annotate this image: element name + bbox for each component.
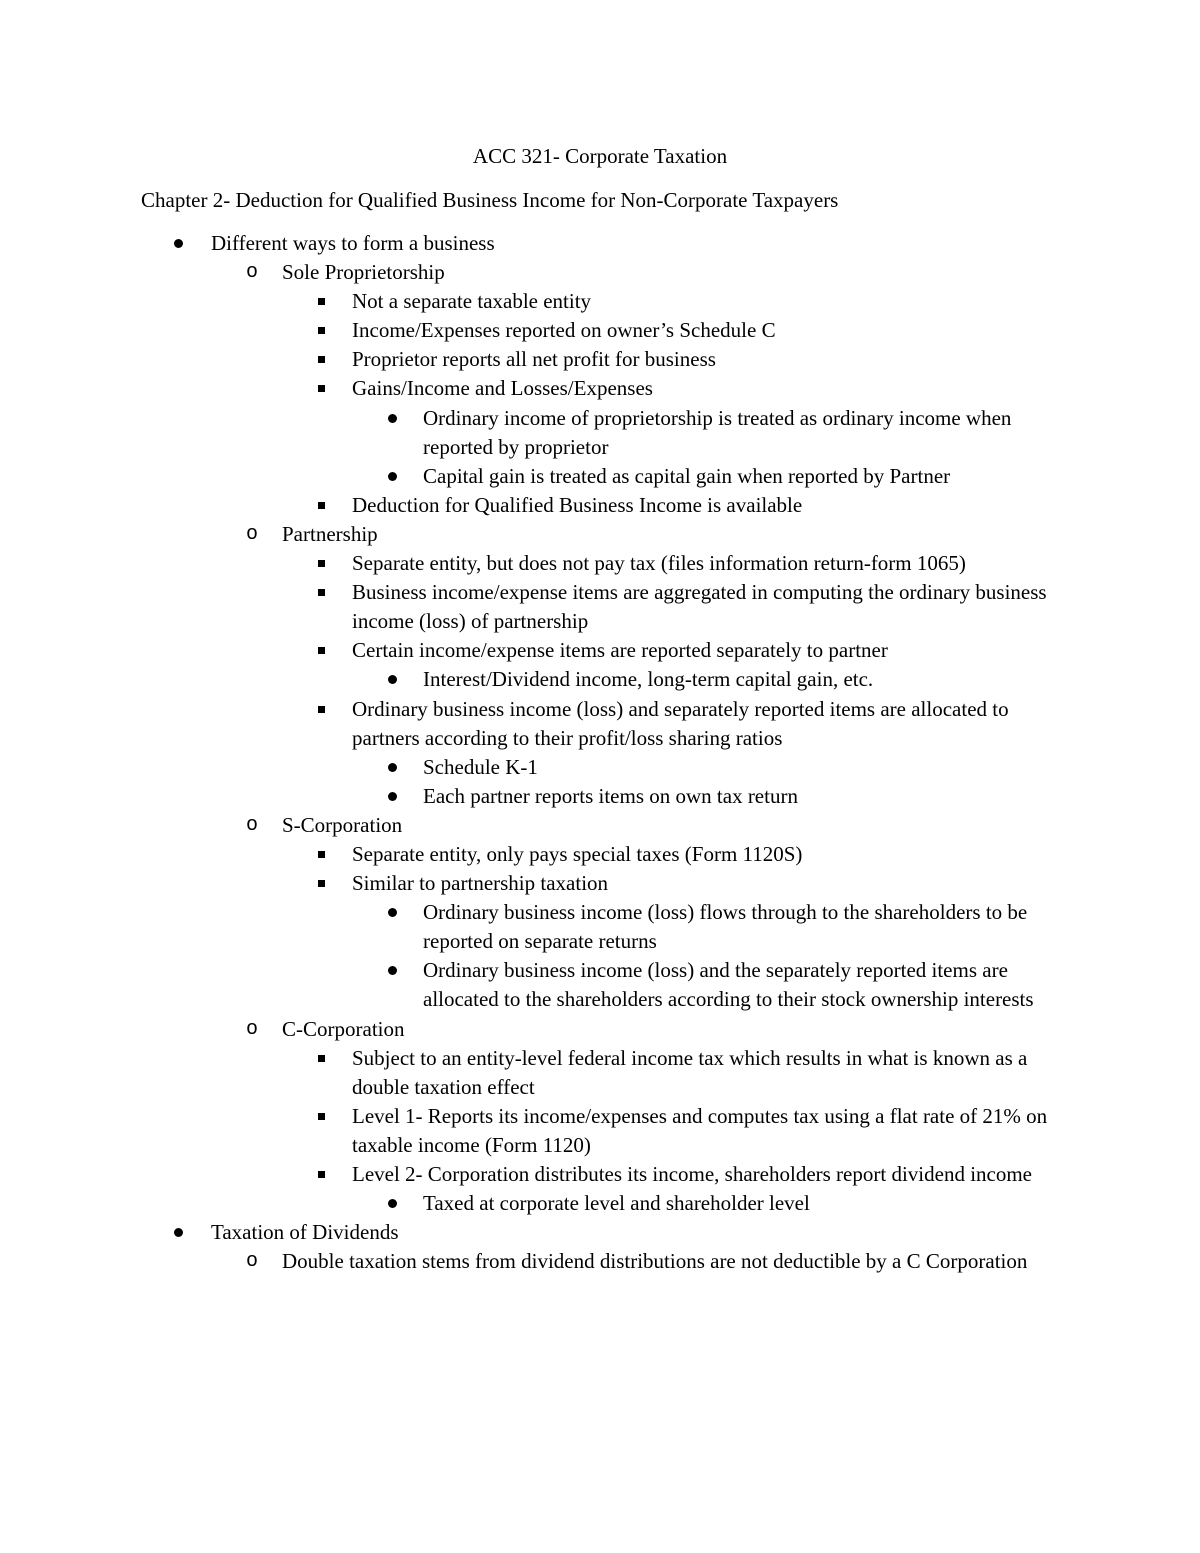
circle-o-icon: o	[246, 1250, 259, 1274]
list-item-text: Business income/expense items are aggregated in computing the ordinary business income (loss) of partnership	[352, 580, 1047, 634]
list-item-text: Gains/Income and Losses/Expenses	[352, 376, 653, 401]
list-item	[0, 1189, 1200, 1218]
circle-o-icon: o	[246, 1017, 259, 1041]
list-item-text: Taxation of Dividends	[211, 1220, 399, 1245]
list-item	[0, 811, 1200, 840]
list-item-text: Level 2- Corporation distributes its income, shareholders report dividend income	[352, 1162, 1032, 1186]
outline-list	[0, 229, 1200, 1276]
list-item-text: Sole Proprietorship	[282, 260, 445, 285]
list-item-text: Proprietor reports all net profit for business	[352, 347, 716, 372]
list-item-text: Separate entity, only pays special taxes (Form 1120S)	[352, 841, 803, 866]
list-item	[0, 316, 1200, 345]
list-item	[0, 287, 1200, 316]
list-item	[0, 840, 1200, 869]
list-item-text: Different ways to form a business	[211, 231, 495, 255]
list-item	[0, 898, 1200, 956]
list-item	[0, 345, 1200, 374]
list-item-text: Similar to partnership taxation	[352, 871, 609, 896]
list-item-text: Separate entity, but does not pay tax (files information return-form 1065)	[352, 551, 966, 576]
list-item-text: Taxed at corporate level and shareholder level	[423, 1191, 810, 1216]
document-title: ACC 321- Corporate Taxation	[472, 144, 728, 168]
list-item-text: Ordinary business income (loss) and separately reported items are allocated to partners according to their profit/loss sharing ratios	[352, 696, 1009, 750]
list-item	[0, 258, 1200, 287]
list-item	[0, 782, 1200, 811]
list-item	[0, 462, 1200, 491]
list-item	[0, 1160, 1200, 1189]
list-item	[0, 1015, 1200, 1044]
list-item-text: Income/Expenses reported on owner’s Schedule C	[352, 318, 776, 343]
list-item	[0, 1044, 1200, 1102]
list-item	[0, 520, 1200, 549]
list-item-text: Level 1- Reports its income/expenses and computes tax using a flat rate of 21% on taxable income (Form 1120)	[352, 1103, 1048, 1157]
circle-o-icon: o	[246, 813, 259, 837]
list-item	[0, 636, 1200, 665]
list-item-text: Partnership	[282, 521, 378, 546]
list-item-text: Each partner reports items on own tax return	[423, 783, 798, 808]
list-item	[0, 956, 1200, 1014]
list-item	[0, 491, 1200, 520]
list-item-text: Double taxation stems from dividend distributions are not deductible by a C Corporation	[282, 1249, 1028, 1274]
list-item	[0, 1247, 1200, 1276]
list-item-text: Not a separate taxable entity	[352, 289, 592, 314]
list-item-text: Capital gain is treated as capital gain when reported by Partner	[423, 463, 951, 488]
list-item-text: S-Corporation	[282, 812, 403, 837]
list-item	[0, 549, 1200, 578]
list-item	[0, 578, 1200, 636]
list-item	[0, 1102, 1200, 1160]
list-item	[0, 1218, 1200, 1247]
list-item-text: Subject to an entity-level federal income tax which results in what is known as a double taxation effect	[352, 1045, 1028, 1099]
list-item-text: Ordinary business income (loss) flows through to the shareholders to be reported on separate returns	[423, 900, 1028, 954]
list-item-text: C-Corporation	[282, 1016, 405, 1041]
list-item-text: Schedule K-1	[423, 754, 538, 779]
list-item	[0, 695, 1200, 753]
list-item	[0, 374, 1200, 403]
chapter-heading: Chapter 2- Deduction for Qualified Business Income for Non-Corporate Taxpayers	[141, 188, 839, 212]
list-item-text: Interest/Dividend income, long-term capital gain, etc.	[423, 667, 874, 692]
list-item	[0, 404, 1200, 462]
list-item	[0, 869, 1200, 898]
list-item	[0, 665, 1200, 694]
list-item-text: Certain income/expense items are reported separately to partner	[352, 638, 888, 663]
list-item-text: Deduction for Qualified Business Income is available	[352, 492, 803, 517]
list-item-text: Ordinary income of proprietorship is treated as ordinary income when reported by proprietor	[423, 405, 1012, 459]
list-item	[0, 753, 1200, 782]
circle-o-icon: o	[246, 522, 259, 546]
list-item	[0, 229, 1200, 258]
circle-o-icon: o	[246, 261, 259, 285]
list-item-text: Ordinary business income (loss) and the separately reported items are allocated to the shareholders according to their stock ownership interests	[423, 958, 1034, 1012]
